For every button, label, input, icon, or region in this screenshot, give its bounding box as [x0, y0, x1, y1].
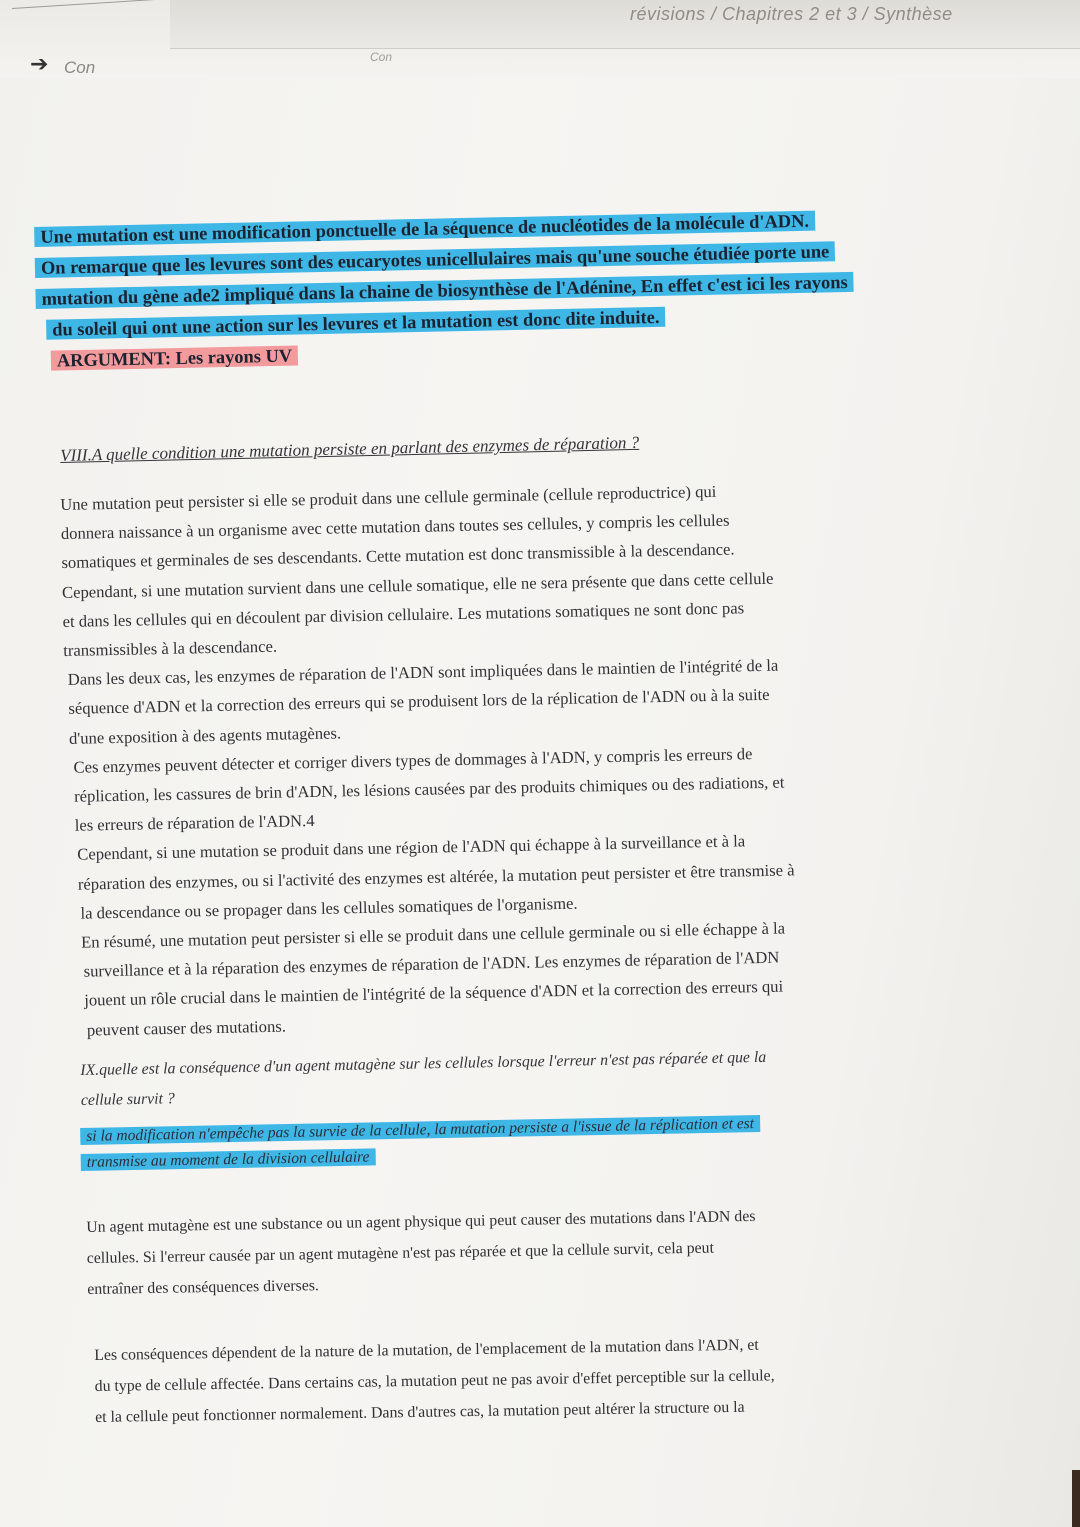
intro-paragraph	[34, 205, 855, 377]
section8-body	[60, 475, 798, 1044]
section8-question	[60, 433, 639, 466]
body-line: surveillance et à la réparation des enzymes de réparation de l'ADN. Les enzymes de réparation de l'ADN	[83, 947, 780, 981]
body-line: cellules. Si l'erreur causée par un agent mutagène n'est pas réparée et que la cellule survit, cela peut	[86, 1239, 715, 1267]
body-line: Un agent mutagène est une substance ou un agent physique qui peut causer des mutations dans l'ADN des	[86, 1207, 756, 1236]
body-line: peuvent causer des mutations.	[86, 1016, 287, 1040]
body-line: donnera naissance à un organisme avec cette mutation dans toutes ses cellules, y compris les cellules	[60, 510, 730, 544]
section8-question-text: VIII.A quelle condition une mutation persiste en parlant des enzymes de réparation ?	[60, 432, 640, 465]
body-line: Dans les deux cas, les enzymes de réparation de l'ADN sont impliquées dans le maintien de l'intégrité de la	[67, 655, 779, 690]
section9-question-line: cellule survit ?	[80, 1090, 175, 1109]
body-line: d'une exposition à des agents mutagènes.	[68, 723, 342, 748]
intro-line: Une mutation est une modification ponctuelle de la séquence de nucléotides de la molécule d'ADN.	[34, 211, 815, 247]
arrow-icon: ➔	[30, 52, 49, 77]
binder-edge	[1072, 1470, 1080, 1527]
body-line: jouent un rôle crucial dans le maintien de l'intégrité de la séquence d'ADN et la correction des erreurs qui	[84, 977, 784, 1011]
section9-answer	[80, 1109, 761, 1178]
section9-question-line: IX.quelle est la conséquence d'un agent mutagène sur les cellules lorsque l'erreur n'est pas réparée et que la	[80, 1048, 767, 1079]
body-line: et dans les cellules qui en découlent par division cellulaire. Les mutations somatiques ne sont donc pas	[62, 598, 745, 631]
section9-paragraph-2	[94, 1329, 775, 1433]
body-line: Les conséquences dépendent de la nature de la mutation, de l'emplacement de la mutation dans l'ADN, et	[94, 1336, 759, 1364]
body-line: réplication, les cassures de brin d'ADN, les lésions causées par des produits chimiques ou des radiations, et	[73, 772, 785, 806]
intro-line: On remarque que les levures sont des eucaryotes unicellulaires mais qu'une souche étudiée porte une	[35, 241, 836, 278]
corner-text: Con	[64, 58, 96, 77]
body-line: séquence d'ADN et la correction des erreurs qui se produisent lors de la réplication de l'ADN ou à la suite	[68, 685, 770, 719]
body-line: et la cellule peut fonctionner normalement. Dans d'autres cas, la mutation peut altérer la structure ou la	[95, 1398, 745, 1426]
body-line: transmissibles à la descendance.	[63, 636, 278, 660]
body-line: les erreurs de réparation de l'ADN.4	[74, 811, 315, 836]
body-line: Cependant, si une mutation survient dans une cellule somatique, elle ne sera présente que dans cette cellule	[61, 568, 774, 602]
underlying-sheet-text: révisions / Chapitres 2 et 3 / Synthèse	[630, 4, 953, 24]
corner-text-secondary: Con	[370, 50, 393, 64]
body-line: somatiques et germinales de ses descendants. Cette mutation est donc transmissible à la descendance.	[61, 539, 735, 573]
body-line: du type de cellule affectée. Dans certains cas, la mutation peut ne pas avoir d'effet perceptible sur la cellule,	[94, 1367, 775, 1395]
body-line: Cependant, si une mutation se produit dans une région de l'ADN qui échappe à la surveillance et à la	[77, 831, 746, 865]
body-line: En résumé, une mutation peut persister si elle se produit dans une cellule germinale ou si elle échappe à la	[80, 918, 786, 952]
body-line: Ces enzymes peuvent détecter et corriger divers types de dommages à l'ADN, y compris les erreurs de	[73, 743, 753, 777]
body-line: entraîner des conséquences diverses.	[87, 1277, 319, 1298]
body-line: réparation des enzymes, ou si l'activité des enzymes est altérée, la mutation peut persister et être transmise à	[77, 859, 795, 894]
answer-line: si la modification n'empêche pas la survie de la cellule, la mutation persiste a l'issue de la réplication et est	[80, 1115, 760, 1145]
section9-question	[80, 1041, 767, 1118]
body-line: la descendance ou se propager dans les cellules somatiques de l'organisme.	[80, 893, 578, 923]
answer-line: transmise au moment de la division cellulaire	[81, 1148, 376, 1171]
intro-line: du soleil qui ont une action sur les levures et la mutation est donc dite induite.	[46, 307, 666, 340]
argument-label: ARGUMENT: Les rayons UV	[51, 346, 299, 371]
section9-paragraph-1	[86, 1201, 757, 1305]
intro-line: mutation du gène ade2 impliqué dans la chaine de biosynthèse de l'Adénine, En effet c'est ici les rayons	[35, 272, 853, 309]
body-line: Une mutation peut persister si elle se produit dans une cellule germinale (cellule reproductrice) qui	[60, 481, 717, 514]
